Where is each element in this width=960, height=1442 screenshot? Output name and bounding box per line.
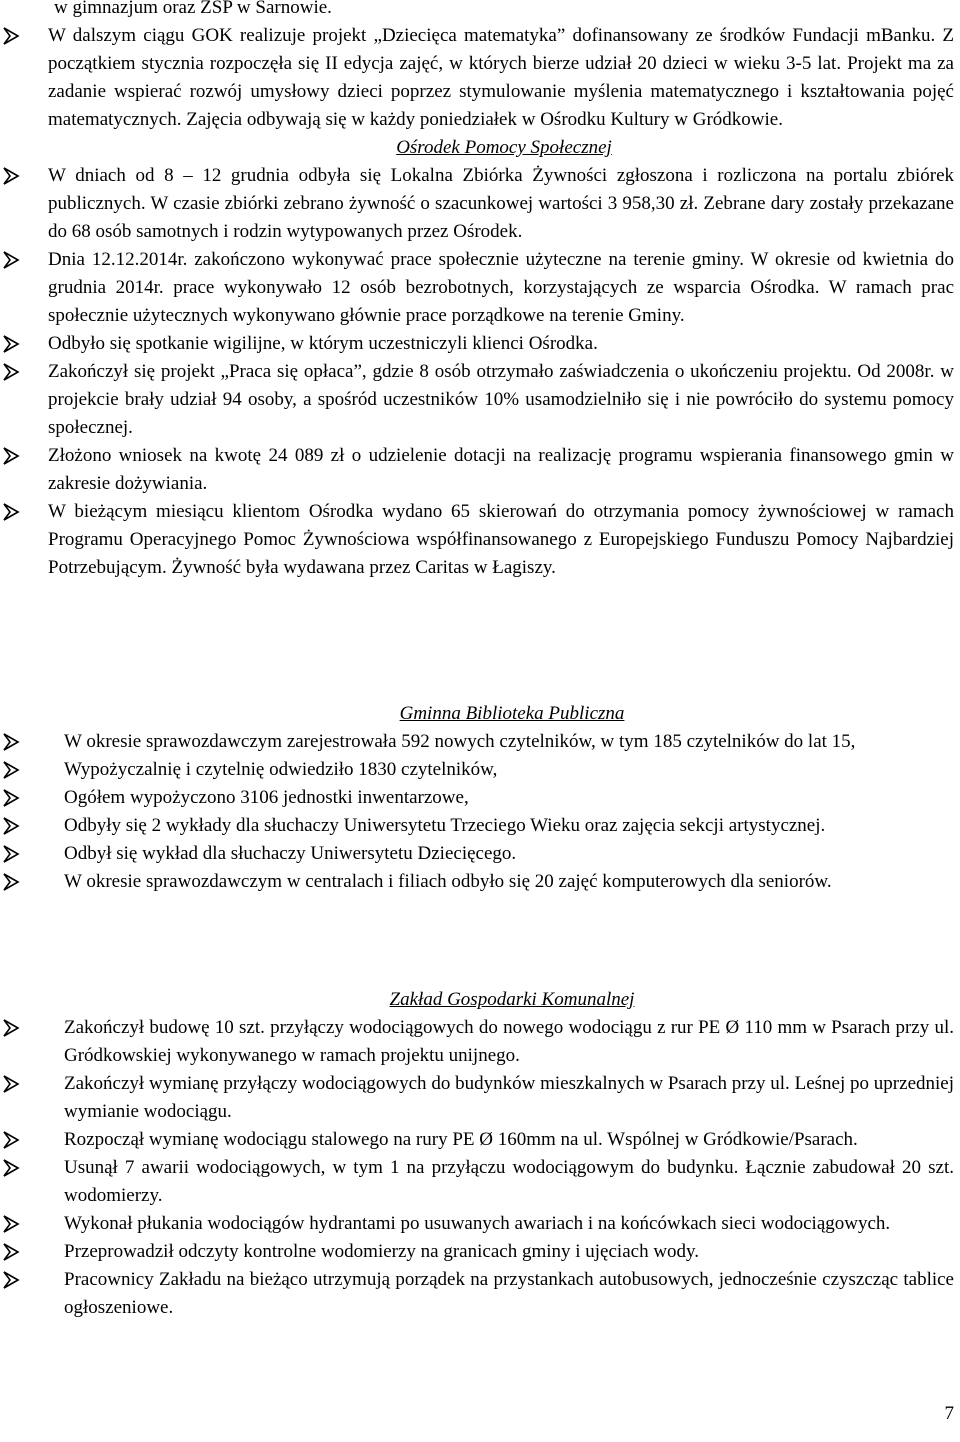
list-item-text: Zakończył budowę 10 szt. przyłączy wodociągowych do nowego wodociągu z rur PE Ø 110 mm w Psarach przy ul. Gródkowskiej wykonywanego w ramach projektu unijnego. — [64, 1017, 954, 1066]
list-item-text: Przeprowadził odczyty kontrolne wodomierzy na granicach gminy i ujęciach wody. — [64, 1241, 700, 1262]
arrowhead-bullet-icon — [2, 844, 20, 864]
arrowhead-bullet-icon — [2, 166, 20, 186]
ops-list — [0, 162, 960, 582]
list-item-text: Pracownicy Zakładu na bieżąco utrzymują porządek na przystankach autobusowych, jednocześnie czyszcząc tablice ogłoszeniowe. — [64, 1269, 954, 1318]
list-item — [0, 498, 960, 582]
list-item-text: Zakończył wymianę przyłączy wodociągowych do budynków mieszkalnych w Psarach przy ul. Leśnej po uprzedniej wymianie wodociągu. — [64, 1073, 954, 1122]
intro-line: w gimnazjum oraz ZSP w Sarnowie. — [54, 0, 332, 18]
list-item-text: W dalszym ciągu GOK realizuje projekt „Dziecięca matematyka” dofinansowany ze środków Fundacji mBanku. Z początkiem stycznia rozpoczęła się II edycja zajęć, w których bierze udział 20 dzieci w wieku 3-5 lat. Projekt ma za zadanie wspierać rozwój umysłowy dzieci poprzez stymulowanie myślenia matematycznego i kształtowania pojęć matematycznych. Zajęcia odbywają się w każdy poniedziałek w Ośrodku Kultury w Gródkowie. — [48, 25, 954, 130]
library-list — [0, 728, 960, 896]
arrowhead-bullet-icon — [2, 1214, 20, 1234]
list-item-text: Odbył się wykład dla słuchaczy Uniwersytetu Dziecięcego. — [64, 843, 517, 864]
section-zgk — [0, 986, 960, 1322]
list-item-text: Wykonał płukania wodociągów hydrantami po usuwanych awariach i na końcówkach sieci wodociągowych. — [64, 1213, 891, 1234]
list-item — [0, 162, 960, 246]
list-item-text: W bieżącym miesiącu klientom Ośrodka wydano 65 skierowań do otrzymania pomocy żywnościowej w ramach Programu Operacyjnego Pomoc Żywnościowa współfinansowanego z Europejskiego Funduszu Pomocy Najbardziej Potrzebującym. Żywność była wydawana przez Caritas w Łagiszy. — [48, 501, 954, 578]
section-gok-ops — [0, 22, 960, 582]
arrowhead-bullet-icon — [2, 362, 20, 382]
list-item — [0, 1238, 960, 1266]
list-item-text: Odbyły się 2 wykłady dla słuchaczy Uniwersytetu Trzeciego Wieku oraz zajęcia sekcji artystycznej. — [64, 815, 826, 836]
list-item-text: W okresie sprawozdawczym w centralach i filiach odbyło się 20 zajęć komputerowych dla seniorów. — [64, 871, 832, 892]
list-item-text: Ogółem wypożyczono 3106 jednostki inwentarzowe, — [64, 787, 469, 808]
arrowhead-bullet-icon — [2, 1270, 20, 1290]
list-item-text: Usunął 7 awarii wodociągowych, w tym 1 na przyłączu wodociągowym do budynku. Łącznie zabudował 20 szt. wodomierzy. — [64, 1157, 954, 1206]
arrowhead-bullet-icon — [2, 250, 20, 270]
list-item-text: Odbyło się spotkanie wigilijne, w którym uczestniczyli klienci Ośrodka. — [48, 333, 598, 354]
arrowhead-bullet-icon — [2, 1158, 20, 1178]
list-item-text: Zakończył się projekt „Praca się opłaca”, gdzie 8 osób otrzymało zaświadczenia o ukończeniu projektu. Od 2008r. w projekcie brały udział 94 osoby, a spośród uczestników 10% usamodzielniło się i nie powróciło do systemu pomocy społecznej. — [48, 361, 954, 438]
arrowhead-bullet-icon — [2, 26, 20, 46]
arrowhead-bullet-icon — [2, 1074, 20, 1094]
zgk-list — [0, 1014, 960, 1322]
list-item-text: Wypożyczalnię i czytelnię odwiedziło 1830 czytelników, — [64, 759, 498, 780]
section-library — [0, 700, 960, 896]
section-heading-library: Gminna Biblioteka Publiczna — [399, 703, 625, 724]
arrowhead-bullet-icon — [2, 816, 20, 836]
arrowhead-bullet-icon — [2, 760, 20, 780]
list-item — [0, 868, 960, 896]
list-item — [0, 358, 960, 442]
list-item — [0, 1070, 960, 1126]
arrowhead-bullet-icon — [2, 788, 20, 808]
list-item-text: Dnia 12.12.2014r. zakończono wykonywać prace społecznie użyteczne na terenie gminy. W okresie od kwietnia do grudnia 2014r. prace wykonywało 12 osób bezrobotnych, korzystających ze wsparcia Ośrodka. W ramach prac społecznie użytecznych wykonywano głównie prace porządkowe na terenie Gminy. — [48, 249, 954, 326]
section-heading-zgk: Zakład Gospodarki Komunalnej — [389, 989, 635, 1010]
arrowhead-bullet-icon — [2, 1242, 20, 1262]
list-item — [0, 840, 960, 868]
list-item-text: Złożono wniosek na kwotę 24 089 zł o udzielenie dotacji na realizację programu wspierania finansowego gmin w zakresie dożywiania. — [48, 445, 954, 494]
arrowhead-bullet-icon — [2, 732, 20, 752]
list-item — [0, 784, 960, 812]
list-item — [0, 330, 960, 358]
arrowhead-bullet-icon — [2, 446, 20, 466]
list-item — [0, 756, 960, 784]
arrowhead-bullet-icon — [2, 872, 20, 892]
list-item — [0, 1210, 960, 1238]
arrowhead-bullet-icon — [2, 502, 20, 522]
section-heading-ops: Ośrodek Pomocy Społecznej — [396, 137, 612, 158]
arrowhead-bullet-icon — [2, 334, 20, 354]
list-item-text: W okresie sprawozdawczym zarejestrowała 592 nowych czytelników, w tym 185 czytelników do lat 15, — [64, 731, 856, 752]
list-item — [0, 1154, 960, 1210]
list-item — [0, 1266, 960, 1322]
list-item — [0, 728, 960, 756]
list-item — [0, 22, 960, 134]
gok-list — [0, 22, 960, 134]
list-item — [0, 1126, 960, 1154]
page-number: 7 — [944, 1403, 954, 1424]
arrowhead-bullet-icon — [2, 1130, 20, 1150]
arrowhead-bullet-icon — [2, 1018, 20, 1038]
list-item — [0, 1014, 960, 1070]
list-item — [0, 442, 960, 498]
list-item — [0, 812, 960, 840]
list-item-text: W dniach od 8 – 12 grudnia odbyła się Lokalna Zbiórka Żywności zgłoszona i rozliczona na portalu zbiórek publicznych. W czasie zbiórki zebrano żywność o szacunkowej wartości 3 958,30 zł. Zebrane dary zostały przekazane do 68 osób samotnych i rodzin wytypowanych przez Ośrodek. — [48, 165, 954, 242]
list-item — [0, 246, 960, 330]
list-item-text: Rozpoczął wymianę wodociągu stalowego na rury PE Ø 160mm na ul. Wspólnej w Gródkowie/Psarach. — [64, 1129, 858, 1150]
